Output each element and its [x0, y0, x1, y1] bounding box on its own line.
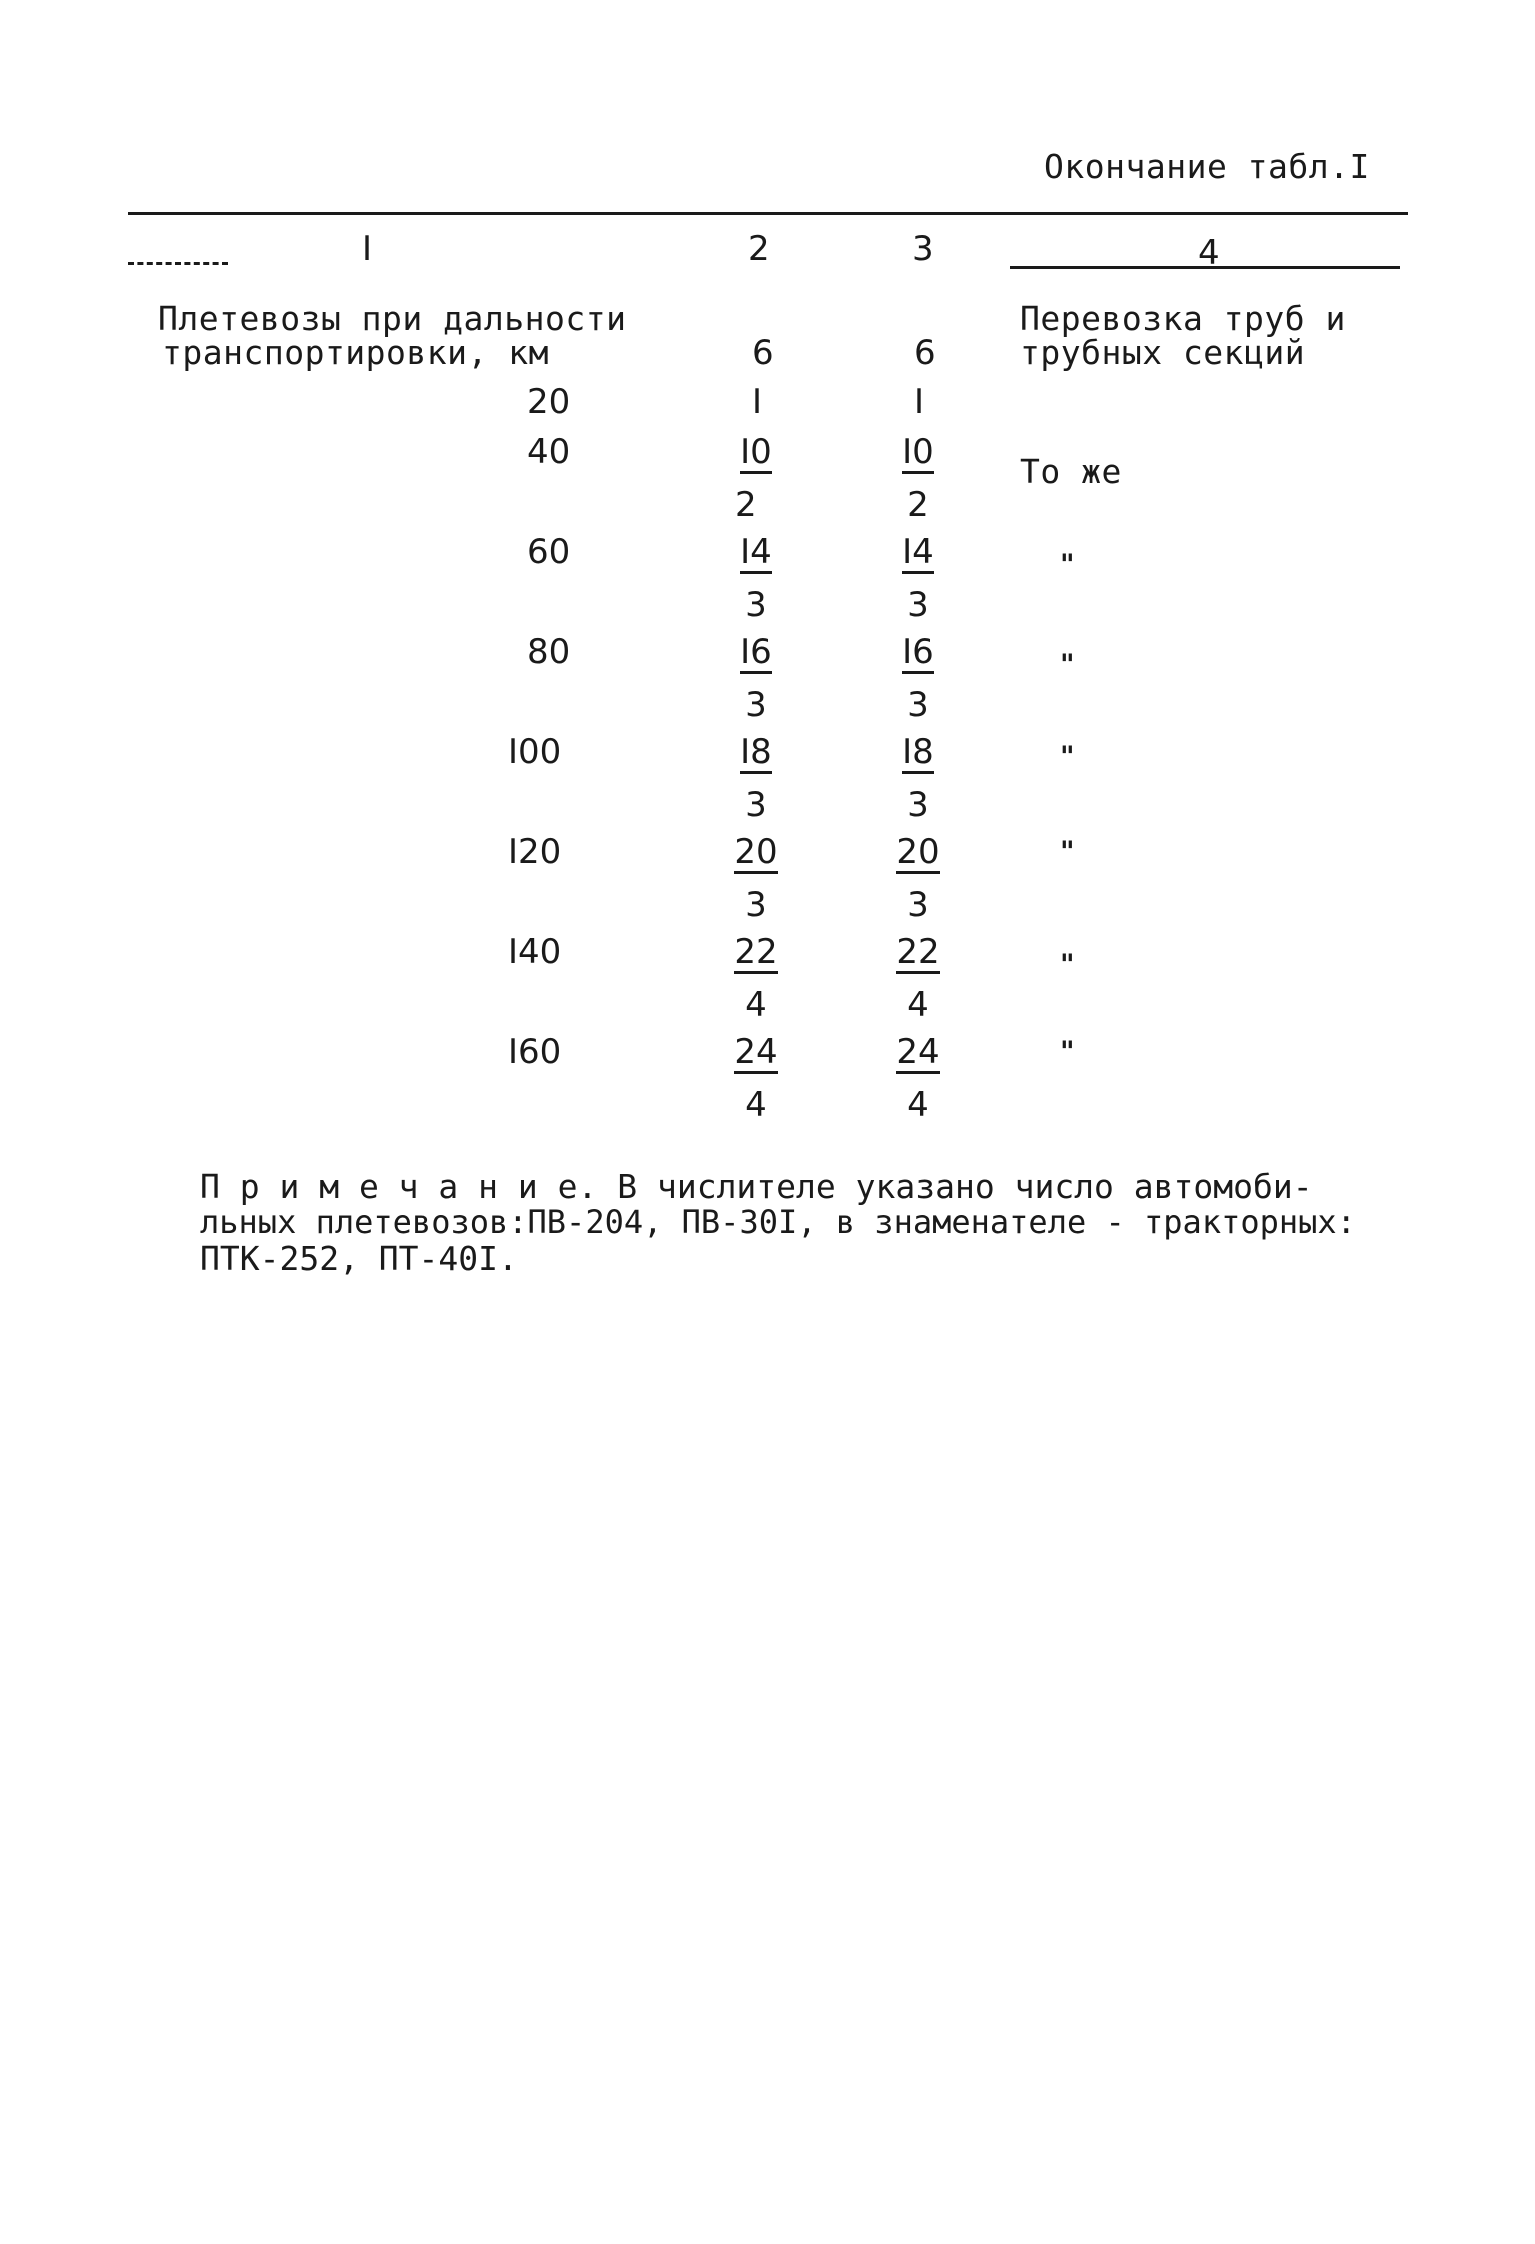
row-col2-fraction	[721, 1032, 791, 1125]
row-col3-fraction	[883, 432, 953, 525]
table-caption: Окончание табл.I	[1044, 147, 1370, 186]
header-col-3: 3	[912, 229, 934, 269]
footnote-line1: В числителе указано число автомоби-	[597, 1167, 1313, 1206]
fraction-denominator: 4	[745, 1085, 767, 1125]
fraction-denominator: 3	[745, 785, 767, 825]
fraction-numerator: I6	[902, 632, 934, 672]
row-distance: I60	[508, 1032, 562, 1072]
row-purpose: То же	[1020, 452, 1122, 491]
fraction-denominator: 3	[745, 685, 767, 725]
group-purpose-line2: трубных секций	[1020, 333, 1306, 372]
fraction-numerator: 24	[896, 1032, 940, 1072]
row-col2-fraction	[721, 532, 791, 625]
row-col3-fraction	[883, 732, 953, 825]
row-col3-fraction	[883, 532, 953, 625]
fraction-numerator: I8	[740, 732, 772, 772]
fraction-denominator: 2	[907, 485, 929, 525]
footnote	[200, 1167, 1313, 1206]
fraction-numerator: 20	[896, 832, 940, 872]
row-col2-fraction	[721, 732, 791, 825]
row-col2-fraction	[721, 432, 791, 525]
fraction-numerator: 20	[734, 832, 778, 872]
header-bottom-rule-left	[128, 262, 228, 265]
group-purpose-line1: Перевозка труб и	[1020, 299, 1346, 338]
row-purpose-ditto: "	[1060, 948, 1075, 981]
fraction-denominator: 3	[745, 585, 767, 625]
footnote-line2: льных плетевозов:ПВ-204, ПВ-30I, в знаменателе - тракторных:	[200, 1203, 1356, 1241]
fraction-denominator: 2	[735, 485, 757, 525]
header-col-1: I	[362, 229, 373, 269]
row-col2-fraction	[721, 932, 791, 1025]
fraction-denominator: 3	[907, 685, 929, 725]
group-col3-value: 6	[914, 333, 936, 373]
row-col3-fraction	[883, 832, 953, 925]
row-col2-fraction	[721, 632, 791, 725]
row-distance: 20	[527, 382, 571, 422]
row-purpose-ditto: "	[1060, 1035, 1075, 1068]
fraction-denominator: 3	[907, 585, 929, 625]
row-distance: I20	[508, 832, 562, 872]
fraction-denominator: 3	[745, 885, 767, 925]
fraction-denominator: 4	[907, 985, 929, 1025]
fraction-numerator: I0	[902, 432, 934, 472]
fraction-numerator: I4	[902, 532, 934, 572]
fraction-numerator: I0	[740, 432, 772, 472]
row-distance: I40	[508, 932, 562, 972]
footnote-lead: П р и м е ч а н и е.	[200, 1167, 598, 1206]
row-distance: I00	[508, 732, 562, 772]
header-top-rule	[128, 212, 1408, 215]
header-col-2: 2	[748, 229, 770, 269]
row-distance: 60	[527, 532, 571, 572]
footnote-line3: ПТК-252, ПТ-40I.	[200, 1239, 518, 1278]
group-col2-value: 6	[752, 333, 774, 373]
group-label-line1: Плетевозы при дальности	[158, 299, 627, 338]
row-col3-fraction	[883, 1032, 953, 1125]
row-purpose-ditto: "	[1060, 740, 1075, 773]
row-distance: 80	[527, 632, 571, 672]
fraction-numerator: 22	[896, 932, 940, 972]
row-purpose-ditto: "	[1060, 648, 1075, 681]
fraction-numerator: I8	[902, 732, 934, 772]
group-label-line2: транспортировки, км	[162, 333, 549, 372]
row-distance: 40	[527, 432, 571, 472]
fraction-numerator: I4	[740, 532, 772, 572]
row-purpose-ditto: "	[1060, 548, 1075, 581]
row-col2-fraction	[721, 832, 791, 925]
row-col2-value: I	[752, 382, 763, 422]
header-col-4: 4	[1198, 233, 1220, 273]
row-purpose-ditto: "	[1060, 835, 1075, 868]
row-col3-fraction	[883, 932, 953, 1025]
fraction-denominator: 3	[907, 885, 929, 925]
row-col3-fraction	[883, 632, 953, 725]
row-col3-value: I	[914, 382, 925, 422]
fraction-numerator: 24	[734, 1032, 778, 1072]
fraction-numerator: 22	[734, 932, 778, 972]
fraction-denominator: 3	[907, 785, 929, 825]
fraction-denominator: 4	[745, 985, 767, 1025]
fraction-denominator: 4	[907, 1085, 929, 1125]
fraction-numerator: I6	[740, 632, 772, 672]
